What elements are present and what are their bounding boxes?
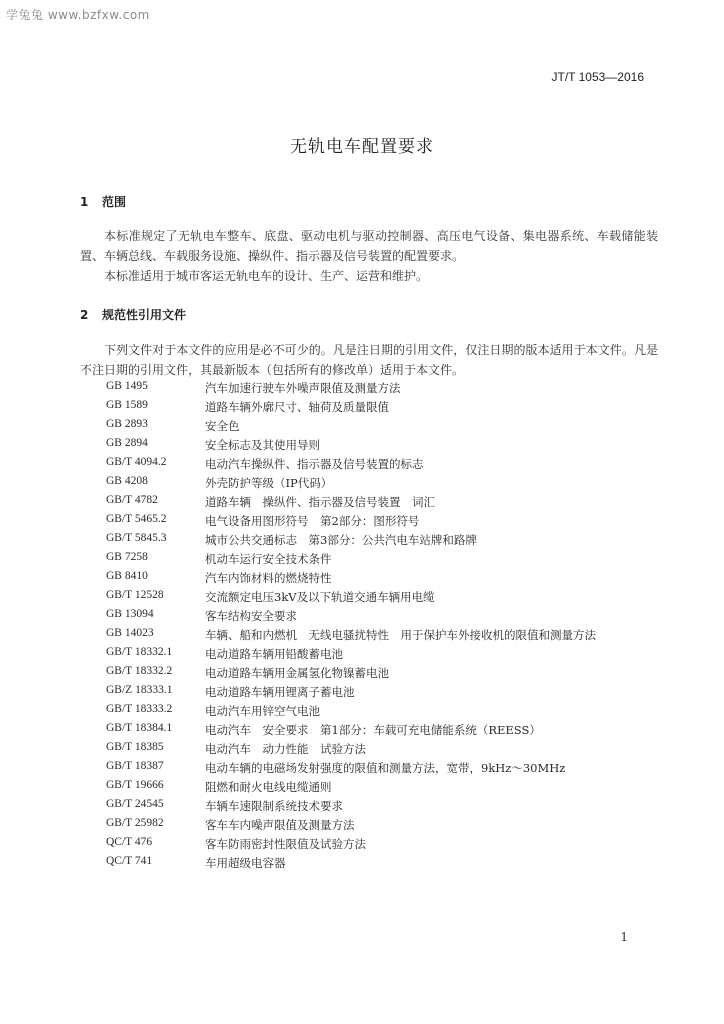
reference-row [0,836,724,854]
reference-title: 电动汽车用锌空气电池 [205,704,320,718]
reference-code: GB/T 18384.1 [106,722,173,734]
section-2-title: 规范性引用文件 [102,308,187,322]
reference-title: 车辆车速限制系统技术要求 [205,799,343,813]
reference-row [0,475,724,493]
reference-code: GB/T 5465.2 [106,513,167,525]
reference-row [0,380,724,398]
reference-code: GB/T 24545 [106,798,164,810]
reference-code: GB 2894 [106,437,148,449]
reference-title: 电动汽车操纵件、指示器及信号装置的标志 [205,457,424,471]
reference-row [0,703,724,721]
reference-code: GB/T 18385 [106,741,164,753]
section-1-paragraph-2-text: 本标准适用于城市客运无轨电车的设计、生产、运营和维护。 [104,269,429,283]
reference-title: 电动车辆的电磁场发射强度的限值和测量方法，宽带，9kHz～30MHz [205,761,566,775]
reference-code: GB/T 18332.1 [106,646,173,658]
reference-row [0,532,724,550]
reference-row [0,570,724,588]
reference-code: GB/T 25982 [106,817,164,829]
reference-code: QC/T 476 [106,836,153,848]
reference-row [0,627,724,645]
reference-code: GB/T 5845.3 [106,532,167,544]
watermark-text: 学兔兔 www.bzfxw.com [6,8,150,22]
page-number: 1 [620,930,628,944]
reference-title: 外壳防护等级（IP代码） [205,476,333,490]
reference-code: GB/T 18332.2 [106,665,173,677]
reference-code: GB/T 4782 [106,494,158,506]
reference-row [0,722,724,740]
section-1-paragraph-1-text: 本标准规定了无轨电车整车、底盘、驱动电机与驱动控制器、高压电气设备、集电器系统、车载储能装置、车辆总线、车载服务设施、操纵件、指示器及信号装置的配置要求。 [80,229,658,263]
reference-title: 电动道路车辆用锂离子蓄电池 [205,685,355,699]
section-2-heading [80,306,186,323]
reference-row [0,608,724,626]
reference-code: GB 14023 [106,627,154,639]
reference-code: GB 1589 [106,399,148,411]
reference-code: GB/T 4094.2 [106,456,167,468]
section-1-paragraph-2 [80,266,658,286]
section-1-title: 范围 [102,195,127,209]
reference-code: GB 1495 [106,380,148,392]
reference-row [0,760,724,778]
standard-number: JT/T 1053—2016 [551,70,644,84]
reference-row [0,494,724,512]
section-2-number: 2 [80,308,89,322]
reference-title: 电气设备用图形符号 第2部分：图形符号 [205,514,420,528]
reference-row [0,399,724,417]
reference-title: 汽车内饰材料的燃烧特性 [205,571,332,585]
reference-row [0,741,724,759]
reference-title: 安全标志及其使用导则 [205,438,320,452]
reference-row [0,456,724,474]
reference-row [0,684,724,702]
reference-title: 安全色 [205,419,240,433]
reference-title: 电动道路车辆用金属氢化物镍蓄电池 [205,666,389,680]
reference-row [0,779,724,797]
reference-row [0,646,724,664]
reference-row [0,665,724,683]
reference-title: 客车结构安全要求 [205,609,297,623]
reference-row [0,551,724,569]
reference-code: GB 4208 [106,475,148,487]
reference-title: 交流额定电压3kV及以下轨道交通车辆用电缆 [205,590,435,604]
reference-row [0,437,724,455]
reference-code: GB/T 19666 [106,779,164,791]
reference-code: GB/T 18333.2 [106,703,173,715]
reference-code: GB/T 12528 [106,589,164,601]
reference-row [0,589,724,607]
reference-title: 电动汽车 动力性能 试验方法 [205,742,366,756]
reference-title: 阻燃和耐火电线电缆通则 [205,780,332,794]
reference-row [0,817,724,835]
reference-title: 客车车内噪声限值及测量方法 [205,818,355,832]
reference-title: 电动道路车辆用铅酸蓄电池 [205,647,343,661]
reference-code: GB/Z 18333.1 [106,684,173,696]
reference-code: GB 2893 [106,418,148,430]
section-1-paragraph-1 [80,226,658,266]
reference-code: QC/T 741 [106,855,153,867]
section-2-intro [80,340,658,380]
reference-row [0,855,724,873]
reference-title: 道路车辆外廓尺寸、轴荷及质量限值 [205,400,389,414]
reference-code: GB 13094 [106,608,154,620]
document-title: 无轨电车配置要求 [290,137,434,157]
reference-title: 车辆、船和内燃机 无线电骚扰特性 用于保护车外接收机的限值和测量方法 [205,628,596,642]
reference-title: 道路车辆 操纵件、指示器及信号装置 词汇 [205,495,435,509]
reference-code: GB/T 18387 [106,760,164,772]
reference-code: GB 7258 [106,551,148,563]
reference-row [0,513,724,531]
reference-title: 城市公共交通标志 第3部分：公共汽电车站牌和路牌 [205,533,477,547]
reference-code: GB 8410 [106,570,148,582]
section-2-intro-text: 下列文件对于本文件的应用是必不可少的。凡是注日期的引用文件，仅注日期的版本适用于本文件。凡是不注日期的引用文件，其最新版本（包括所有的修改单）适用于本文件。 [80,343,658,377]
reference-title: 汽车加速行驶车外噪声限值及测量方法 [205,381,401,395]
reference-row [0,798,724,816]
reference-title: 机动车运行安全技术条件 [205,552,332,566]
reference-row [0,418,724,436]
reference-title: 电动汽车 安全要求 第1部分：车载可充电储能系统（REESS） [205,723,541,737]
section-1-number: 1 [80,195,89,209]
reference-title: 车用超级电容器 [205,856,286,870]
reference-title: 客车防雨密封性限值及试验方法 [205,837,366,851]
section-1-heading [80,193,126,210]
